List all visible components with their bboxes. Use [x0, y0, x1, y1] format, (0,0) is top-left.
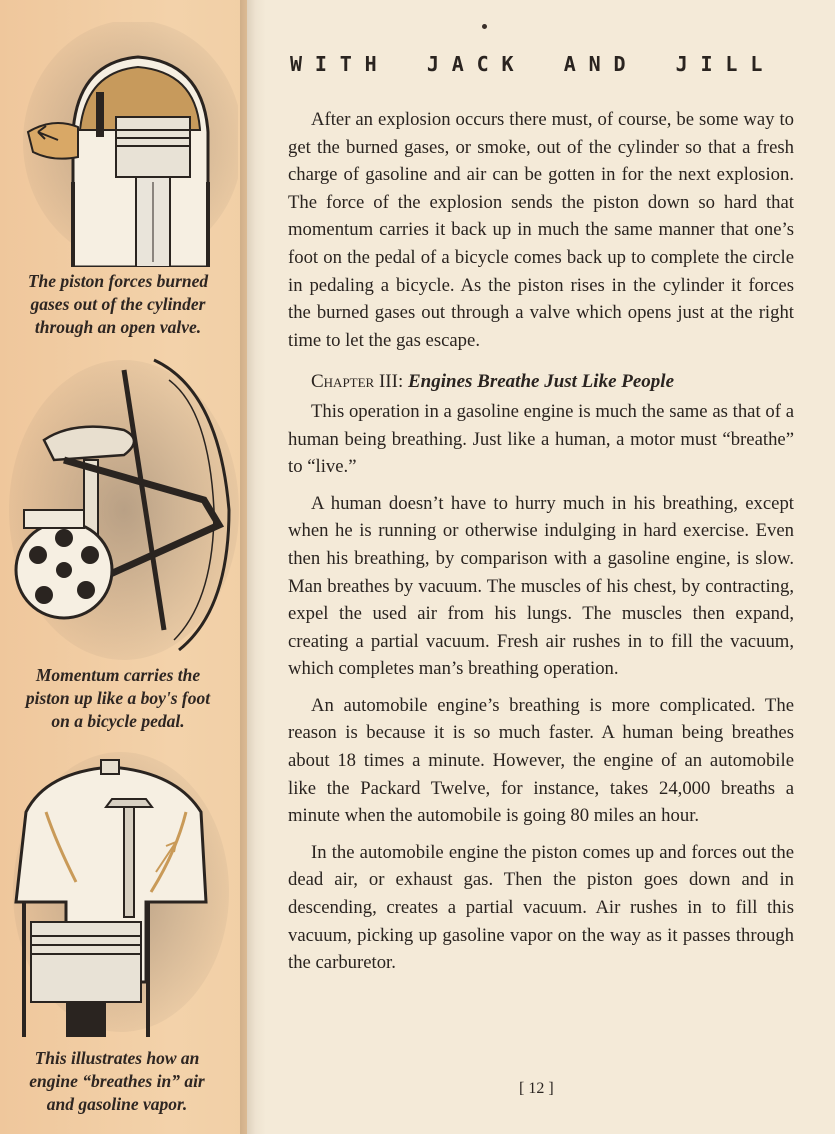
figure-2-caption — [8, 664, 228, 733]
bicycle-pedal-illustration — [4, 350, 240, 660]
caption-line: Momentum carries the — [35, 665, 201, 685]
caption-line: on a bicycle pedal. — [51, 711, 185, 731]
page-number: [ 12 ] — [519, 1080, 554, 1097]
caption-line: through an open valve. — [34, 317, 202, 337]
body-text — [288, 106, 794, 977]
caption-line: The piston forces burned — [27, 271, 209, 291]
figure-3-caption — [6, 1047, 228, 1116]
page-fold-shadow — [240, 0, 266, 1134]
piston-exhaust-illustration — [18, 22, 238, 267]
caption-line: and gasoline vapor. — [46, 1094, 188, 1114]
paragraph: In the automobile engine the piston comes up and forces out the dead air, or exhaust gas. Then the piston goes down and in descending, creates a partial vacuum. Air rushes in to fill this vacuum, picking up gasoline vapor on the way as it passes through the carburetor. — [288, 841, 794, 974]
chapter-label: Chapter III: — [311, 371, 404, 393]
paragraph: After an explosion occurs there must, of course, be some way to get the burned gases, or smoke, out of the cylinder so that a fresh charge of gasoline and air can be gotten in for the next explosion. The force of the explosion sends the piston down so hard that momentum carries it back up in much the same manner that one’s foot on the pedal of a bicycle comes back up to complete the circle in pedaling a bicycle. As the piston rises in the cylinder it forces the burned gases out through a valve which opens just at the right time to let the gas escape. — [288, 109, 794, 351]
chapter-heading — [288, 368, 794, 396]
printer-mark — [482, 24, 487, 29]
engine-intake-illustration — [6, 752, 231, 1042]
caption-line: piston up like a boy's foot — [25, 688, 211, 708]
paragraph: An automobile engine’s breathing is more complicated. The reason is because it is so much faster. A human being breathes about 18 times a minute. However, the engine of an automobile like the Packard Twelve, for instance, takes 24,000 breaths a minute when the automobile is going 80 miles an hour. — [288, 694, 794, 827]
figure-1-caption — [8, 270, 228, 339]
paragraph: This operation in a gasoline engine is much the same as that of a human being breathing. Just like a human, a motor must “breathe” to “live.” — [288, 400, 794, 478]
running-head: W I T H J A C K A N D J I L L — [290, 52, 763, 76]
chapter-title: Engines Breathe Just Like People — [408, 371, 674, 393]
caption-line: This illustrates how an — [34, 1048, 200, 1068]
caption-line: gases out of the cylinder — [30, 294, 206, 314]
paragraph: A human doesn’t have to hurry much in his breathing, except when he is running or otherwise indulging in hard exercise. Even then his breathing, by comparison with a gasoline engine, is slow. Man breathes by vacuum. The muscles of his chest, by contracting, expel the used air from his lungs. The muscles then expand, creating a partial vacuum. Fresh air rushes in to fill the vacuum, which completes man’s breathing operation. — [288, 492, 794, 680]
caption-line: engine “breathes in” air — [29, 1071, 205, 1091]
